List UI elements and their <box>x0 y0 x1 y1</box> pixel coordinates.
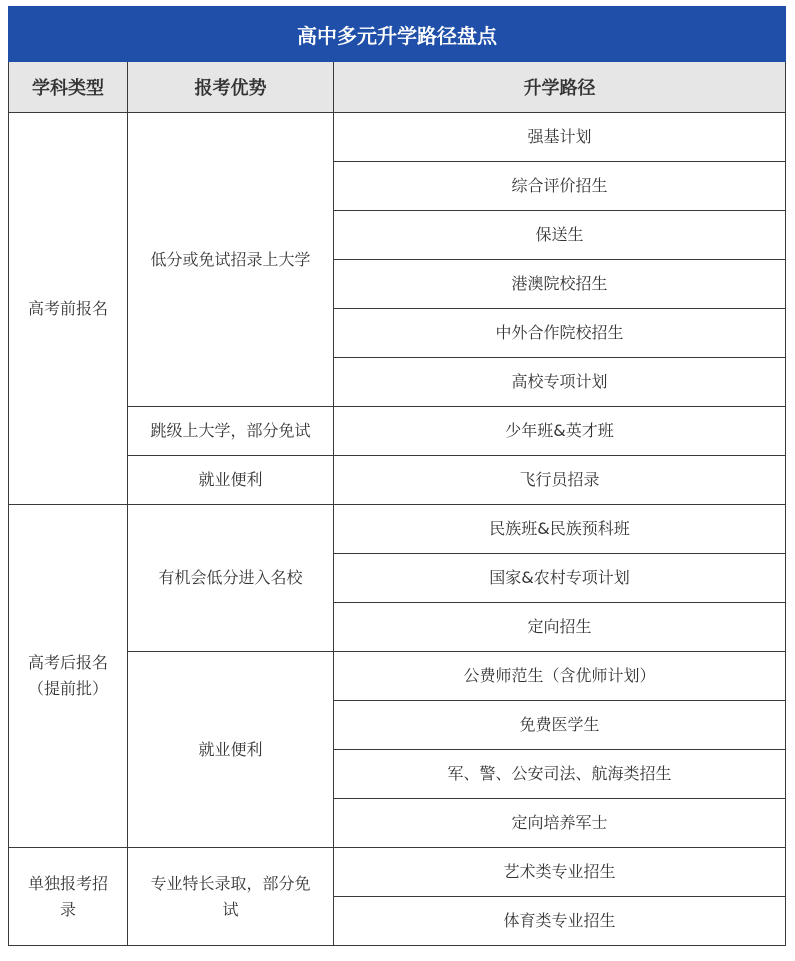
path-cell: 免费医学生 <box>334 701 786 750</box>
advantage-cell: 低分或免试招录上大学 <box>128 113 334 407</box>
header-row <box>9 62 786 113</box>
path-cell: 艺术类专业招生 <box>334 848 786 897</box>
advantage-cell: 就业便利 <box>128 456 334 505</box>
table-row <box>9 848 786 897</box>
path-cell: 高校专项计划 <box>334 358 786 407</box>
path-cell: 保送生 <box>334 211 786 260</box>
path-cell: 飞行员招录 <box>334 456 786 505</box>
path-cell: 中外合作院校招生 <box>334 309 786 358</box>
header-path: 升学路径 <box>334 62 786 113</box>
path-cell: 少年班&英才班 <box>334 407 786 456</box>
advantage-cell: 跳级上大学，部分免试 <box>128 407 334 456</box>
path-cell: 体育类专业招生 <box>334 897 786 946</box>
header-advantage: 报考优势 <box>128 62 334 113</box>
path-cell: 国家&农村专项计划 <box>334 554 786 603</box>
advantage-cell: 专业特长录取，部分免 试 <box>128 848 334 946</box>
advantage-cell: 有机会低分进入名校 <box>128 505 334 652</box>
category-cell: 高考后报名 （提前批） <box>9 505 128 848</box>
path-cell: 综合评价招生 <box>334 162 786 211</box>
path-cell: 强基计划 <box>334 113 786 162</box>
path-cell: 港澳院校招生 <box>334 260 786 309</box>
table-row <box>9 505 786 554</box>
table-row <box>9 113 786 162</box>
path-cell: 公费师范生（含优师计划） <box>334 652 786 701</box>
category-cell: 高考前报名 <box>9 113 128 505</box>
path-cell: 民族班&民族预科班 <box>334 505 786 554</box>
path-cell: 军、警、公安司法、航海类招生 <box>334 750 786 799</box>
path-cell: 定向培养军士 <box>334 799 786 848</box>
table-container <box>8 6 785 946</box>
header-category: 学科类型 <box>9 62 128 113</box>
category-cell: 单独报考招 录 <box>9 848 128 946</box>
path-cell: 定向招生 <box>334 603 786 652</box>
title-row <box>9 7 786 62</box>
pathway-table <box>8 6 786 946</box>
advantage-cell: 就业便利 <box>128 652 334 848</box>
table-title: 高中多元升学路径盘点 <box>9 7 786 62</box>
